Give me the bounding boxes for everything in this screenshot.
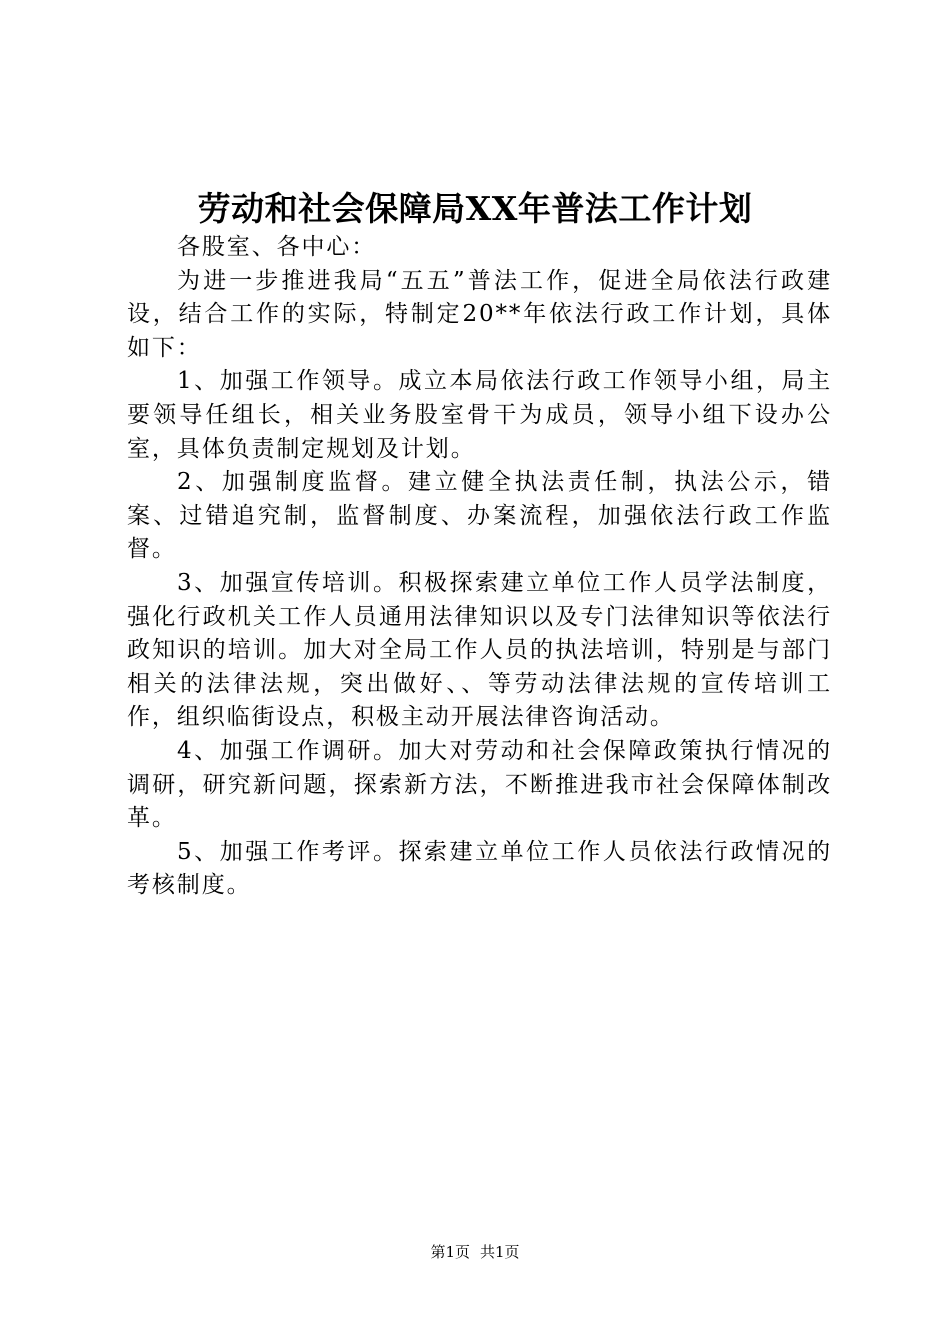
item-1-paragraph: 1、加强工作领导。成立本局依法行政工作领导小组，局主要领导任组长，相关业务股室骨干为成员，领导小组下设办公室，具体负责制定规划及计划。 [127, 368, 832, 462]
item-2-paragraph: 2、加强制度监督。建立健全执法责任制，执法公示，错案、过错追究制，监督制度、办案流程，加强依法行政工作监督。 [127, 469, 832, 563]
item-3-paragraph: 3、加强宣传培训。积极探索建立单位工作人员学法制度，强化行政机关工作人员通用法律知识以及专门法律知识等依法行政知识的培训。加大对全局工作人员的执法培训，特别是与部门相关的法律法规，突出做好、、等劳动法律法规的宣传培训工作，组织临街设点，积极主动开展法律咨询活动。 [127, 569, 832, 731]
page-number: 第1页 [430, 1243, 470, 1261]
intro-paragraph: 为进一步推进我局“五五”普法工作，促进全局依法行政建设，结合工作的实际，特制定20**年依法行政工作计划，具体如下： [127, 267, 832, 361]
document-body [127, 231, 832, 903]
page-footer [0, 1242, 950, 1262]
document-title: 劳动和社会保障局XX年普法工作计划 [197, 189, 753, 228]
salutation-paragraph: 各股室、各中心： [177, 234, 377, 260]
item-4-paragraph: 4、加强工作调研。加大对劳动和社会保障政策执行情况的调研，研究新问题，探索新方法，不断推进我市社会保障体制改革。 [127, 737, 832, 832]
item-5-paragraph: 5、加强工作考评。探索建立单位工作人员依法行政情况的考核制度。 [127, 838, 832, 899]
page-total: 共1页 [480, 1243, 520, 1261]
